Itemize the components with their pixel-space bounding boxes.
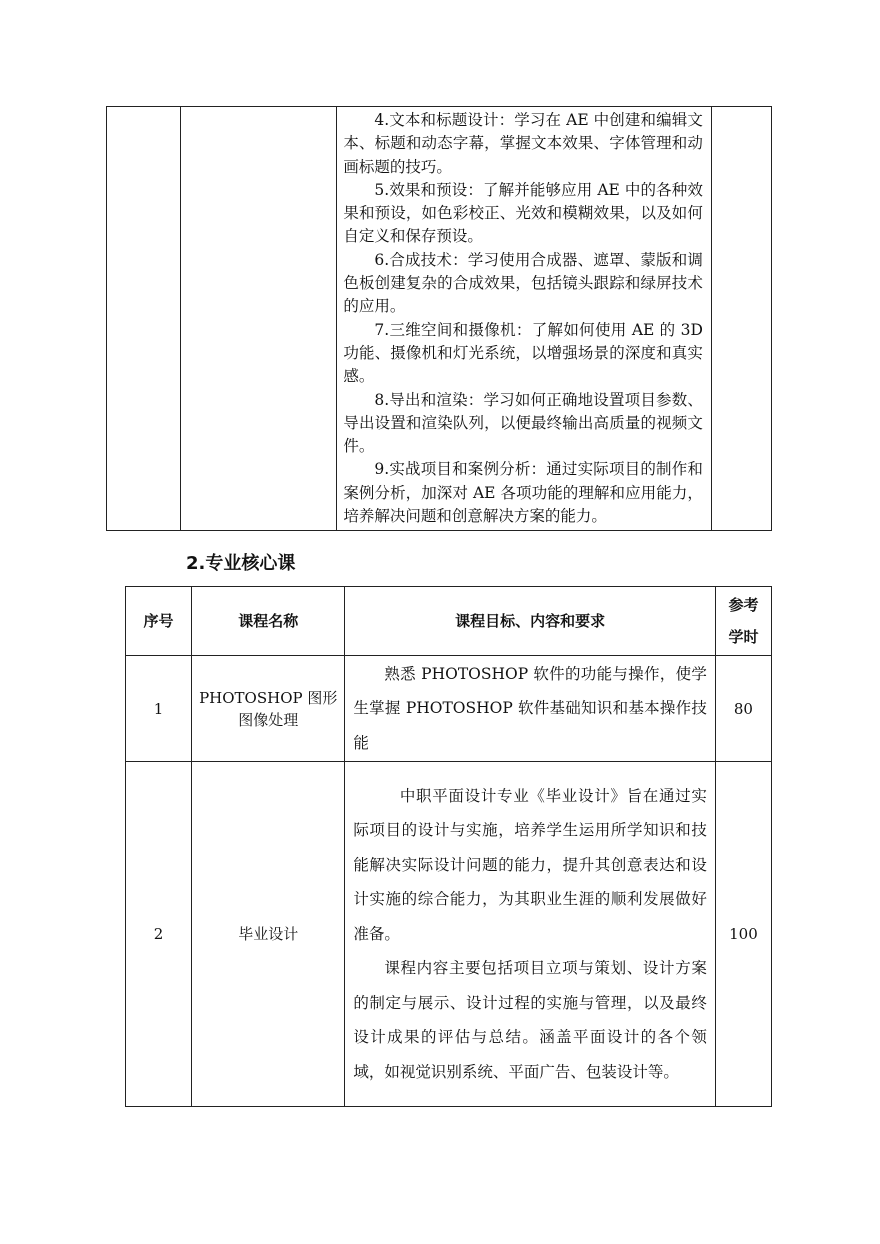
row-hours: 80 — [715, 656, 771, 762]
content-paragraph: 4.文本和标题设计：学习在 AE 中创建和编辑文本、标题和动态字幕，掌握文本效果、字体管理和动画标题的技巧。 — [343, 111, 703, 176]
table-row — [126, 762, 772, 1107]
section-heading: 2.专业核心课 — [186, 553, 296, 574]
desc-paragraph: 中职平面设计专业《毕业设计》旨在通过实际项目的设计与实施，培养学生运用所学知识和技能解决实际设计问题的能力，提升其创意表达和设计实施的综合能力，为其职业生涯的顺利发展做好准备。 — [353, 786, 707, 943]
desc-paragraph: 熟悉 PHOTOSHOP 软件的功能与操作，使学生掌握 PHOTOSHOP 软件基础知识和基本操作技能 — [353, 664, 707, 752]
row-course-desc — [345, 762, 716, 1107]
row-no: 2 — [126, 762, 192, 1107]
content-paragraph: 8.导出和渲染：学习如何正确地设置项目参数、导出设置和渲染队列，以便最终输出高质量的视频文件。 — [343, 390, 703, 456]
row-course-name: 毕业设计 — [192, 762, 345, 1107]
row-course-desc — [345, 656, 716, 762]
course-content-cell — [337, 107, 712, 531]
content-paragraph: 6.合成技术：学习使用合成器、遮罩、蒙版和调色板创建复杂的合成效果，包括镜头跟踪和绿屏技术的应用。 — [343, 250, 703, 316]
empty-cell — [711, 107, 771, 531]
content-paragraph: 7.三维空间和摄像机：了解如何使用 AE 的 3D 功能、摄像机和灯光系统，以增强场景的深度和真实感。 — [343, 320, 703, 386]
continued-course-table — [106, 106, 772, 531]
row-hours: 100 — [715, 762, 771, 1107]
row-course-name: PHOTOSHOP 图形图像处理 — [192, 656, 345, 762]
desc-paragraph: 课程内容主要包括项目立项与策划、设计方案的制定与展示、设计过程的实施与管理，以及最终设计成果的评估与总结。涵盖平面设计的各个领域，如视觉识别系统、平面广告、包装设计等。 — [353, 959, 707, 1081]
empty-cell — [181, 107, 337, 531]
header-course-goal: 课程目标、内容和要求 — [345, 587, 716, 656]
header-hours: 参考学时 — [715, 587, 771, 656]
table-header-row — [126, 587, 772, 656]
table-row — [107, 107, 772, 531]
header-course-name: 课程名称 — [192, 587, 345, 656]
content-paragraph: 9.实战项目和案例分析：通过实际项目的制作和案例分析，加深对 AE 各项功能的理解和应用能力，培养解决问题和创意解决方案的能力。 — [343, 460, 703, 526]
header-no: 序号 — [126, 587, 192, 656]
core-course-table — [125, 586, 772, 1107]
table-row — [126, 656, 772, 762]
content-paragraph: 5.效果和预设：了解并能够应用 AE 中的各种效果和预设，如色彩校正、光效和模糊效果，以及如何自定义和保存预设。 — [343, 180, 703, 246]
empty-cell — [107, 107, 181, 531]
row-no: 1 — [126, 656, 192, 762]
